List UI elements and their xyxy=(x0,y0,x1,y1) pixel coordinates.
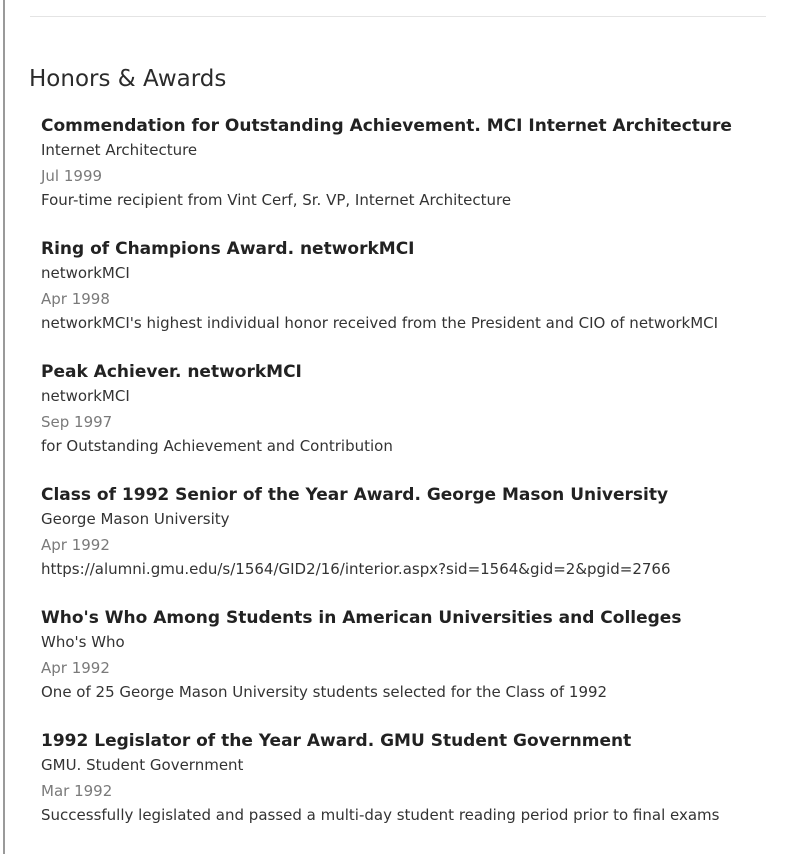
award-date: Mar 1992 xyxy=(41,782,113,800)
award-item xyxy=(41,360,781,483)
award-date: Apr 1998 xyxy=(41,290,110,308)
award-description: Successfully legislated and passed a multi-day student reading period prior to final exams xyxy=(41,806,720,824)
award-issuer: George Mason University xyxy=(41,510,230,528)
award-description: https://alumni.gmu.edu/s/1564/GID2/16/interior.aspx?sid=1564&gid=2&pgid=2766 xyxy=(41,560,671,578)
award-issuer: GMU. Student Government xyxy=(41,756,244,774)
award-issuer: Internet Architecture xyxy=(41,141,198,159)
award-description: networkMCI's highest individual honor received from the President and CIO of networkMCI xyxy=(41,314,719,332)
section-title: Honors & Awards xyxy=(29,66,227,92)
left-border xyxy=(3,0,5,854)
award-description: One of 25 George Mason University students selected for the Class of 1992 xyxy=(41,683,608,701)
award-issuer: networkMCI xyxy=(41,387,130,405)
award-title: Who's Who Among Students in American Universities and Colleges xyxy=(41,608,682,628)
award-issuer: networkMCI xyxy=(41,264,130,282)
award-item xyxy=(41,483,781,606)
award-item xyxy=(41,114,781,237)
award-date: Jul 1999 xyxy=(41,167,103,185)
award-description: Four-time recipient from Vint Cerf, Sr. VP, Internet Architecture xyxy=(41,191,512,209)
award-title: 1992 Legislator of the Year Award. GMU Student Government xyxy=(41,731,632,751)
award-date: Sep 1997 xyxy=(41,413,113,431)
award-item xyxy=(41,606,781,729)
section-divider xyxy=(30,16,766,17)
award-item xyxy=(41,237,781,360)
award-issuer: Who's Who xyxy=(41,633,125,651)
award-date: Apr 1992 xyxy=(41,659,110,677)
award-title: Peak Achiever. networkMCI xyxy=(41,362,302,382)
award-title: Class of 1992 Senior of the Year Award. George Mason University xyxy=(41,485,669,505)
awards-list xyxy=(41,114,781,852)
award-title: Ring of Champions Award. networkMCI xyxy=(41,239,415,259)
award-date: Apr 1992 xyxy=(41,536,110,554)
award-item xyxy=(41,729,781,852)
award-title: Commendation for Outstanding Achievement. MCI Internet Architecture xyxy=(41,116,732,136)
award-description: for Outstanding Achievement and Contribution xyxy=(41,437,393,455)
